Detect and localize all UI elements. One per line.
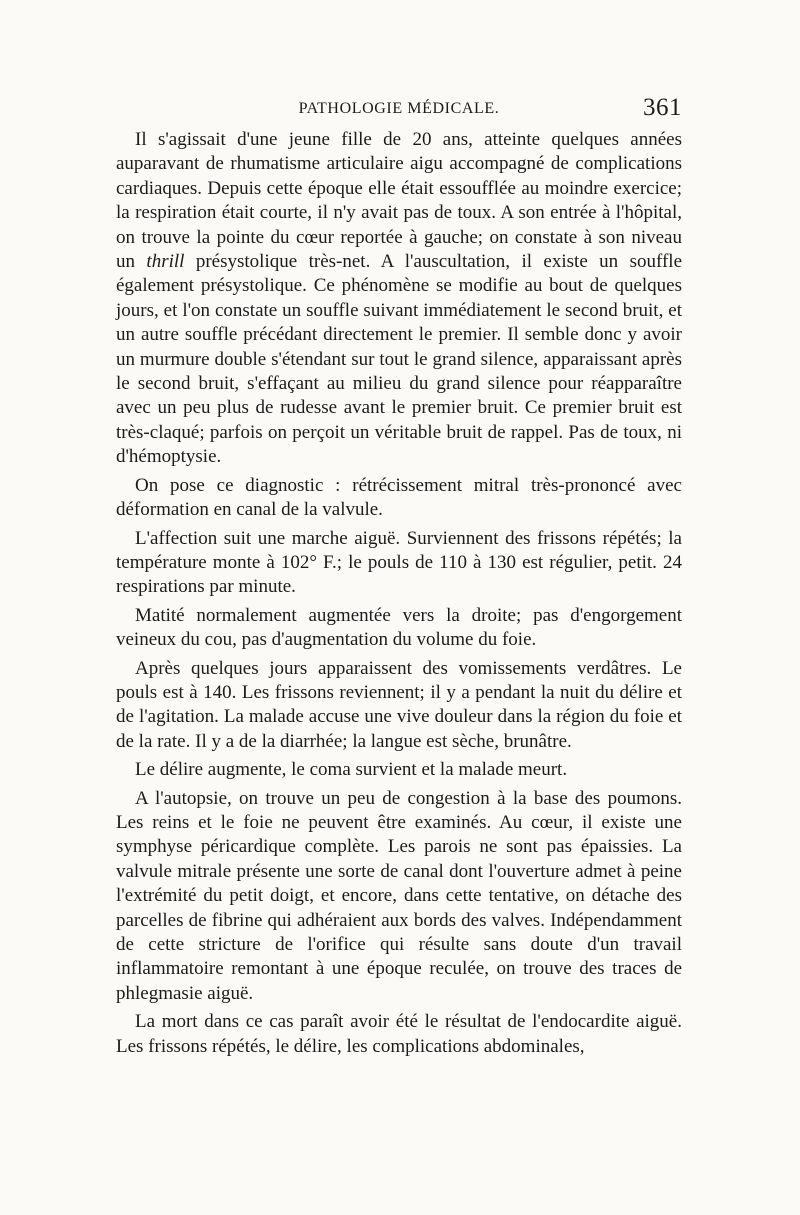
body-text (116, 128, 682, 1059)
running-head (116, 94, 682, 122)
paragraph-conclusion: La mort dans ce cas paraît avoir été le résultat de l'endocardite aiguë. Les frissons répétés, le délire, les complications abdominales, (116, 1011, 682, 1057)
case-history-text-end: présystolique très-net. A l'auscultation, il existe un souffle également présystolique. Ce phénomène se modifie au bout de quelques jours, et l'on constate un souffle suivant immédiatement le second bruit, et un autre souffle précédant directement le premier. Il semble donc y avoir un murmure double s'étendant sur tout le grand silence, apparaissant après le second bruit, s'effaçant au milieu du grand silence pour réapparaître avec un peu plus de rudesse avant le premier bruit. Ce premier bruit est très-claqué; parfois on perçoit un véritable bruit de rappel. Pas de toux, ni d'hémoptysie. (116, 251, 683, 468)
paragraph-vomiting: Après quelques jours apparaissent des vomissements verdâtres. Le pouls est à 140. Les frissons reviennent; il y a pendant la nuit du délire et de l'agitation. La malade accuse une vive douleur dans la région du foie et de la rate. Il y a de la diarrhée; la langue est sèche, brunâtre. (116, 657, 682, 752)
paragraph-dullness: Matité normalement augmentée vers la droite; pas d'engorgement veineux du cou, pas d'augmentation du volume du foie. (116, 604, 682, 651)
paragraph-diagnosis: On pose ce diagnostic : rétrécissement mitral très-prononcé avec déformation en canal de la valvule. (116, 474, 682, 521)
page-number: 361 (643, 94, 682, 121)
paragraph-autopsy: A l'autopsie, on trouve un peu de congestion à la base des poumons. Les reins et le foie ne peuvent être examinés. Au cœur, il existe une symphyse péricardique complète. Les parois ne sont pas épaissies. La valvule mitrale présente une sorte de canal dont l'ouverture admet à peine l'extrémité du petit doigt, et encore, dans cette tentative, on détache des parcelles de fibrine qui adhéraient aux bords des valves. Indépendamment de cette stricture de l'orifice qui résulte sans doute d'un travail inflammatoire remontant à une époque reculée, on trouve des traces de phlegmasie aiguë. (116, 787, 682, 1004)
paragraph-course: L'affection suit une marche aiguë. Surviennent des frissons répétés; la température monte à 102° F.; le pouls de 110 à 130 est régulier, petit. 24 respirations par minute. (116, 527, 682, 598)
running-title: PATHOLOGIE MÉDICALE. (298, 100, 500, 117)
paragraph-death: Le délire augmente, le coma survient et la malade meurt. (135, 759, 568, 781)
case-history-text-start: Il s'agissait d'une jeune fille de 20 ans, atteinte quelques années auparavant de rhumatisme articulaire aigu accompagné de complications cardiaques. Depuis cette époque elle était essoufflée au moindre exercice; la respiration était courte, il n'y avait pas de toux. A son entrée à l'hôpital, on trouve la pointe du cœur reportée à gauche; on constate à son niveau un (116, 129, 682, 273)
paragraph-case-history (116, 128, 682, 470)
emphasized-term: thrill (146, 251, 185, 273)
